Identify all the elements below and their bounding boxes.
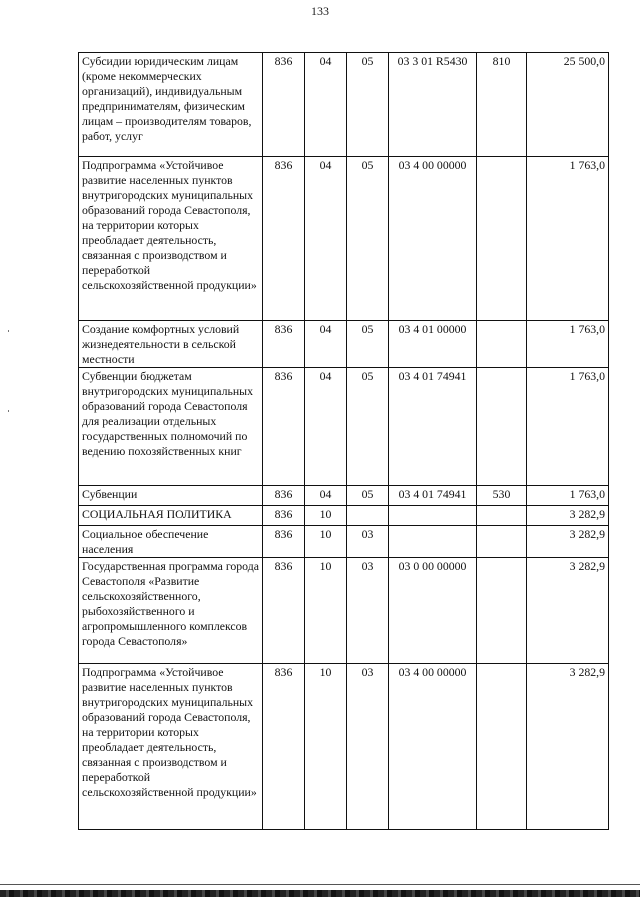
vr-cell — [477, 558, 527, 664]
row-name-cell: Субвенции — [79, 486, 263, 506]
csr-cell: 03 4 00 00000 — [389, 157, 477, 321]
rz-cell: 10 — [305, 664, 347, 830]
sum-cell: 3 282,9 — [527, 664, 609, 830]
ved-cell: 836 — [263, 664, 305, 830]
rz-cell: 10 — [305, 558, 347, 664]
vr-cell: 810 — [477, 53, 527, 157]
vr-cell — [477, 506, 527, 526]
rz-cell: 04 — [305, 321, 347, 368]
rz-cell: 10 — [305, 526, 347, 558]
table-row — [79, 157, 609, 321]
table-row — [79, 53, 609, 157]
csr-cell — [389, 526, 477, 558]
scan-edge-line — [0, 884, 640, 885]
table-row — [79, 526, 609, 558]
row-name-cell: СОЦИАЛЬНАЯ ПОЛИТИКА — [79, 506, 263, 526]
rz-cell: 10 — [305, 506, 347, 526]
row-name-cell: Создание комфортных условий жизнедеятельности в сельской местности — [79, 321, 263, 368]
csr-cell: 03 4 01 74941 — [389, 368, 477, 486]
scan-bottom-edge — [0, 890, 640, 897]
sum-cell: 1 763,0 — [527, 321, 609, 368]
pr-cell — [347, 506, 389, 526]
row-name-cell: Подпрограмма «Устойчивое развитие населенных пунктов внутригородских муниципальных образований города Севастополя, на территории которых преобладает деятельность, связанная с производством и переработкой сельскохозяйственной продукции» — [79, 664, 263, 830]
table-row — [79, 506, 609, 526]
ved-cell: 836 — [263, 321, 305, 368]
sum-cell: 3 282,9 — [527, 558, 609, 664]
csr-cell: 03 4 01 74941 — [389, 486, 477, 506]
pr-cell: 03 — [347, 558, 389, 664]
table-row — [79, 486, 609, 506]
ved-cell: 836 — [263, 558, 305, 664]
pr-cell: 05 — [347, 157, 389, 321]
sum-cell: 3 282,9 — [527, 526, 609, 558]
ved-cell: 836 — [263, 526, 305, 558]
rz-cell: 04 — [305, 486, 347, 506]
pr-cell: 05 — [347, 368, 389, 486]
ved-cell: 836 — [263, 53, 305, 157]
csr-cell: 03 0 00 00000 — [389, 558, 477, 664]
row-name-cell: Подпрограмма «Устойчивое развитие населенных пунктов внутригородских муниципальных образований города Севастополя, на территории которых преобладает деятельность, связанная с производством и переработкой сельскохозяйственной продукции» — [79, 157, 263, 321]
vr-cell — [477, 157, 527, 321]
sum-cell: 25 500,0 — [527, 53, 609, 157]
table-row — [79, 321, 609, 368]
table-row — [79, 368, 609, 486]
csr-cell: 03 3 01 R5430 — [389, 53, 477, 157]
page-number: 133 — [311, 4, 329, 18]
row-name-cell: Субвенции бюджетам внутригородских муниципальных образований города Севастополя для реализации отдельных государственных полномочий по ведению похозяйственных книг — [79, 368, 263, 486]
rz-cell: 04 — [305, 368, 347, 486]
scan-speck — [8, 330, 9, 332]
pr-cell: 03 — [347, 526, 389, 558]
vr-cell — [477, 321, 527, 368]
vr-cell: 530 — [477, 486, 527, 506]
vr-cell — [477, 368, 527, 486]
row-name-cell: Государственная программа города Севастополя «Развитие сельскохозяйственного, рыбохозяйственного и агропромышленного комплексов города Севастополя» — [79, 558, 263, 664]
scan-speck — [8, 410, 9, 412]
csr-cell: 03 4 00 00000 — [389, 664, 477, 830]
rz-cell: 04 — [305, 53, 347, 157]
pr-cell: 05 — [347, 53, 389, 157]
pr-cell: 05 — [347, 486, 389, 506]
vr-cell — [477, 664, 527, 830]
sum-cell: 1 763,0 — [527, 157, 609, 321]
pr-cell: 05 — [347, 321, 389, 368]
csr-cell: 03 4 01 00000 — [389, 321, 477, 368]
ved-cell: 836 — [263, 486, 305, 506]
pr-cell: 03 — [347, 664, 389, 830]
sum-cell: 3 282,9 — [527, 506, 609, 526]
table-row — [79, 664, 609, 830]
ved-cell: 836 — [263, 506, 305, 526]
budget-table — [78, 52, 609, 830]
ved-cell: 836 — [263, 368, 305, 486]
row-name-cell: Социальное обеспечение населения — [79, 526, 263, 558]
ved-cell: 836 — [263, 157, 305, 321]
vr-cell — [477, 526, 527, 558]
table-row — [79, 558, 609, 664]
row-name-cell: Субсидии юридическим лицам (кроме некоммерческих организаций), индивидуальным предпринимателям, физическим лицам – производителям товаров, работ, услуг — [79, 53, 263, 157]
rz-cell: 04 — [305, 157, 347, 321]
sum-cell: 1 763,0 — [527, 486, 609, 506]
sum-cell: 1 763,0 — [527, 368, 609, 486]
csr-cell — [389, 506, 477, 526]
